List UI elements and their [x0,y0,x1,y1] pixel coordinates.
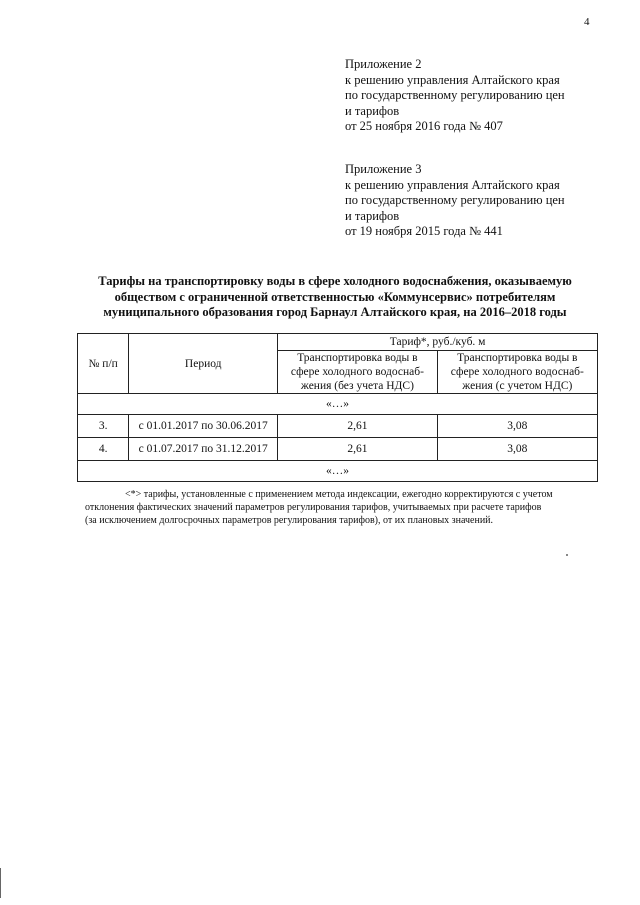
header-without-vat-line: сфере холодного водоснаб- [290,366,424,378]
header-period: Период [129,334,278,394]
table-row [78,438,598,461]
header-without-vat-line: Транспортировка воды в [297,352,418,364]
header-with-vat-line: сфере холодного водоснаб- [450,366,584,378]
header-tariff: Тариф*, руб./куб. м [278,334,598,351]
appendix-2-line: к решению управления Алтайского края [345,72,560,87]
appendix-2-line: от 25 ноября 2016 года № 407 [345,119,503,133]
document-title [40,274,630,321]
footnote [85,488,597,527]
ellipsis-cell: «…» [78,461,598,482]
row-tariff-with-vat: 3,08 [437,438,597,461]
appendix-3-reference [345,162,615,240]
row-period: с 01.01.2017 по 30.06.2017 [129,415,278,438]
header-number: № п/п [78,334,129,394]
appendix-2-reference [345,57,615,135]
table-header-row [78,334,598,351]
page-number: 4 [584,16,590,28]
appendix-3-line: Приложение 3 [345,162,422,176]
title-line: обществом с ограниченной ответственностью «Коммунсервис» потребителям [114,289,556,304]
tariff-table [77,333,598,482]
appendix-2-line: по государственному регулированию цен [345,88,565,102]
table-row [78,415,598,438]
ellipsis-cell: «…» [78,394,598,415]
appendix-3-line: по государственному регулированию цен [345,193,565,207]
scan-speck [566,554,568,556]
header-without-vat [278,351,437,394]
title-line: Тарифы на транспортировку воды в сфере холодного водоснабжения, оказываемую [98,274,572,288]
row-period: с 01.07.2017 по 31.12.2017 [129,438,278,461]
row-number: 3. [78,415,129,438]
appendix-2-line: и тарифов [345,103,400,118]
scan-margin-mark [0,868,4,898]
footnote-line: (за исключением долгосрочных параметров регулирования тарифов), от их плановых значений. [85,515,494,526]
row-number: 4. [78,438,129,461]
table-row-ellipsis [78,461,598,482]
header-with-vat [437,351,597,394]
row-tariff-without-vat: 2,61 [278,415,437,438]
appendix-2-line: Приложение 2 [345,57,422,71]
appendix-3-line: и тарифов [345,208,400,223]
row-tariff-without-vat: 2,61 [278,438,437,461]
footnote-line: <*> тарифы, установленные с применением метода индексации, ежегодно корректируются с учетом [125,489,553,500]
table-row-ellipsis [78,394,598,415]
title-line: муниципального образования город Барнаул Алтайского края, на 2016–2018 годы [103,305,567,319]
header-with-vat-line: Транспортировка воды в [457,352,578,364]
header-with-vat-line: жения (с учетом НДС) [462,380,573,392]
footnote-line: отклонения фактических значений параметров регулирования тарифов, учитываемых при расчете тарифов [85,502,542,513]
appendix-3-line: к решению управления Алтайского края [345,177,560,192]
row-tariff-with-vat: 3,08 [437,415,597,438]
header-without-vat-line: жения (без учета НДС) [300,380,414,392]
appendix-3-line: от 19 ноября 2015 года № 441 [345,224,503,238]
